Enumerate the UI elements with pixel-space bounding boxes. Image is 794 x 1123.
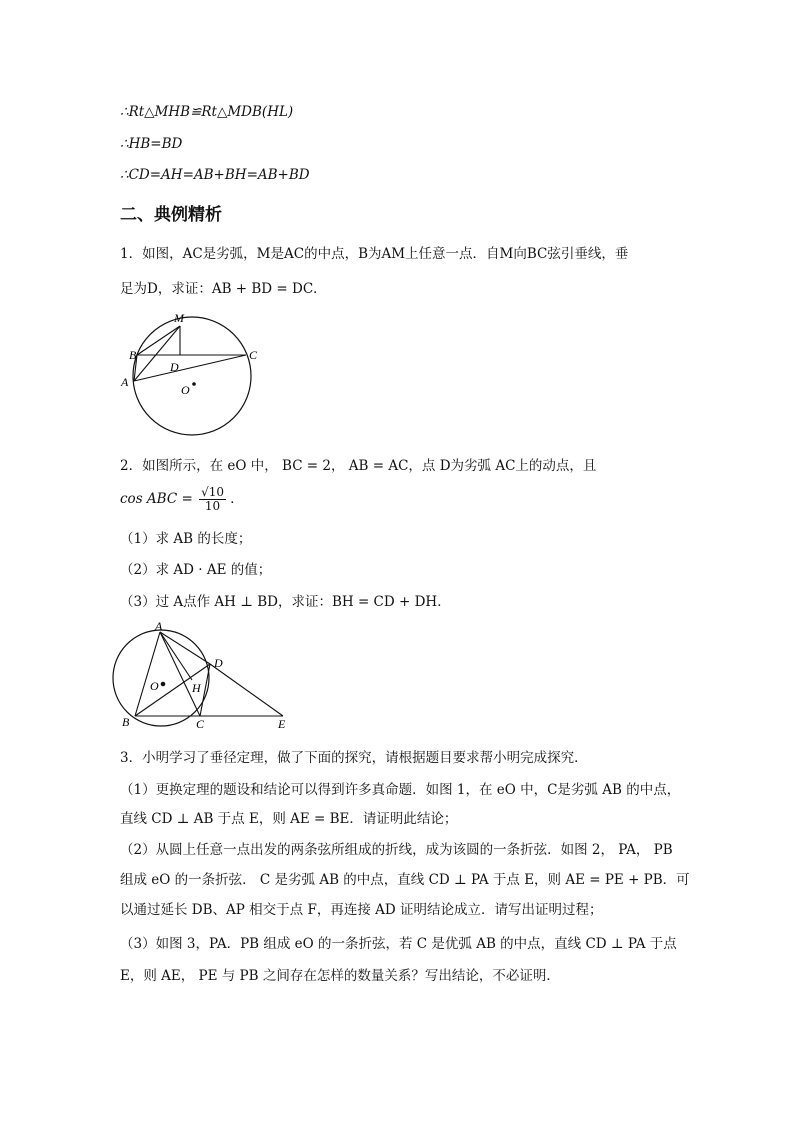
label-a: A	[155, 619, 163, 633]
segment-mb	[137, 326, 180, 355]
proof-line-1: ∴Rt△MHB≌Rt△MDB(HL)	[120, 104, 294, 120]
cos-fraction	[199, 486, 226, 513]
cos-suffix: ．	[230, 491, 244, 507]
problem-1-line-2: 足为D，求证：AB + BD = DC．	[120, 281, 327, 297]
problem-2-q3: （3）过 A点作 AH ⊥ BD，求证：BH = CD + DH．	[120, 594, 451, 610]
problem-2-cos-line	[120, 484, 244, 514]
center-point	[192, 382, 196, 386]
segment-dc	[200, 664, 210, 716]
proof-line-3: ∴CD=AH=AB+BH=AB+BD	[120, 167, 310, 183]
problem-3-part2-line2: 组成 eO 的一条折弦． C 是劣弧 AB 的中点，直线 CD ⊥ PA 于点 E，则 AE = PE + PB．可	[120, 872, 690, 888]
fraction-numerator: √10	[201, 485, 224, 499]
chord-ac	[134, 355, 246, 381]
label-o: O	[181, 383, 190, 397]
problem-3-part1-line2: 直线 CD ⊥ AB 于点 E，则 AE = BE．请证明此结论；	[120, 811, 458, 827]
cos-prefix: cos ABC =	[120, 491, 193, 507]
circle-o	[113, 630, 209, 726]
label-c: C	[249, 348, 258, 362]
label-b: B	[129, 348, 137, 362]
problem-3-part3-line1: （3）如图 3，PA．PB 组成 eO 的一条折弦，若 C 是优弧 AB 的中点，直线 CD ⊥ PA 于点	[120, 936, 677, 952]
problem-1-figure	[118, 308, 258, 438]
problem-1-line-1: 1．如图，AC是劣弧，M是AC的中点，B为AM上任意一点．自M向BC弦引垂线，垂	[120, 246, 629, 262]
label-d: D	[214, 656, 223, 670]
label-m: M	[174, 311, 184, 325]
problem-3-part2-line1: （2）从圆上任意一点出发的两条弦所组成的折线，成为该圆的一条折弦．如图 2， PA， PB	[120, 842, 673, 858]
problem-2-line-1: 2．如图所示，在 eO 中， BC = 2， AB = AC，点 D为劣弧 AC上的动点，且	[120, 458, 597, 474]
label-c: C	[196, 717, 205, 731]
segment-de	[210, 664, 283, 716]
label-b: B	[122, 715, 130, 729]
circle-o	[133, 317, 251, 435]
problem-3-part3-line2: E，则 AE， PE 与 PB 之间存在怎样的数量关系？写出结论，不必证明．	[120, 968, 560, 984]
center-point	[161, 682, 166, 687]
problem-2-q1: （1）求 AB 的长度；	[120, 531, 252, 547]
segment-ah	[160, 632, 192, 680]
segment-ab	[135, 632, 160, 716]
problem-3-part2-line3: 以通过延长 DB、AP 相交于点 F，再连接 AD 证明结论成立．请写出证明过程；	[120, 902, 603, 918]
proof-line-2: ∴HB=BD	[120, 136, 183, 152]
section-title: 二、典例精析	[120, 205, 222, 225]
problem-3-part1-line1: （1）更换定理的题设和结论可以得到许多真命题．如图 1，在 eO 中，C是劣弧 AB 的中点，	[120, 782, 681, 798]
label-e: E	[278, 717, 286, 731]
label-h: H	[192, 681, 201, 695]
problem-2-q2: （2）求 AD · AE 的值；	[120, 562, 272, 578]
label-d: D	[170, 360, 179, 374]
problem-2-figure	[116, 620, 296, 732]
problem-3-intro: 3．小明学习了垂径定理，做了下面的探究，请根据题目要求帮小明完成探究．	[120, 750, 588, 766]
fraction-denominator: 10	[204, 499, 221, 513]
label-o: O	[150, 679, 159, 693]
label-a: A	[121, 375, 129, 389]
